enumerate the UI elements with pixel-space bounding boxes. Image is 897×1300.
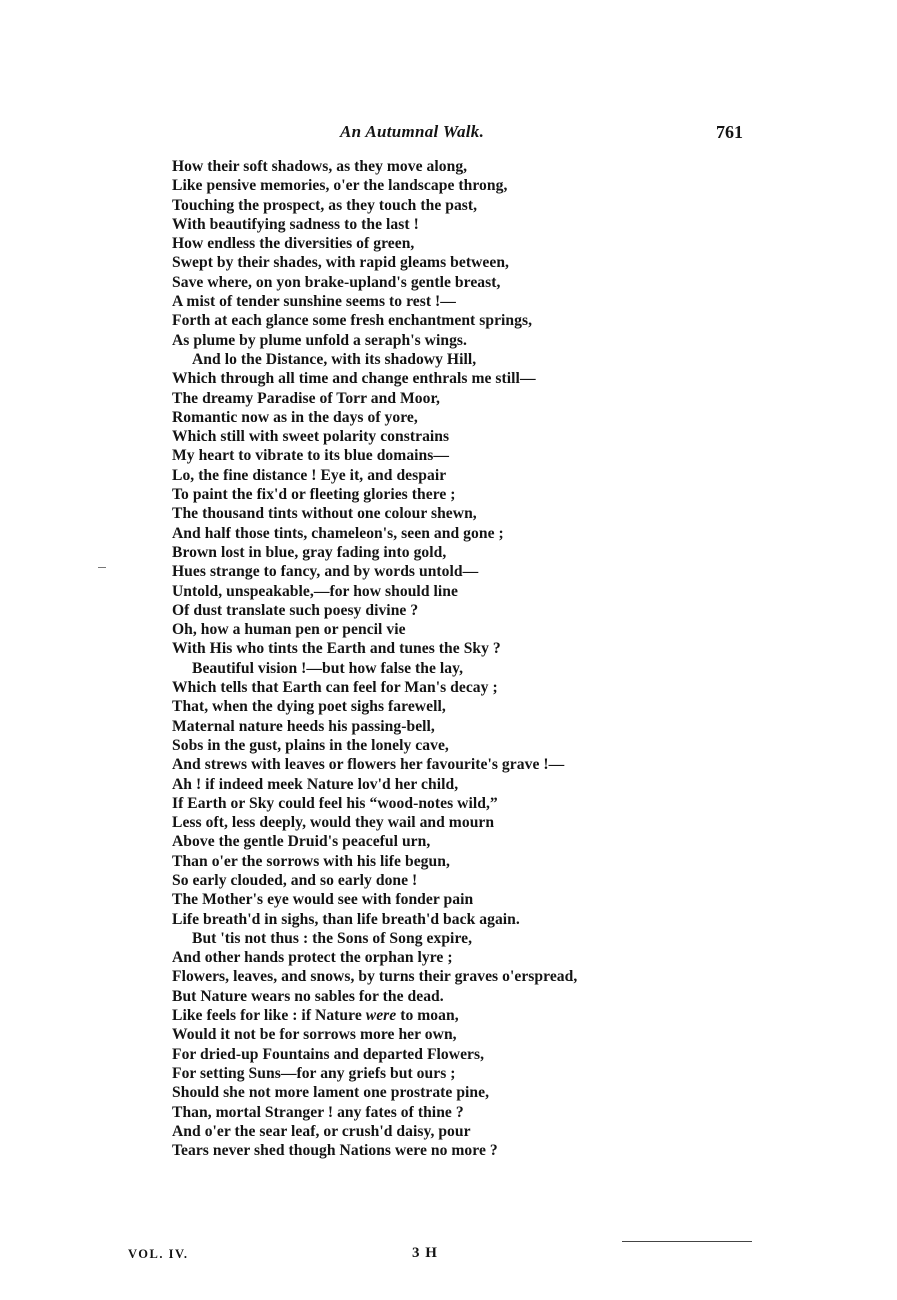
poem-line: [172, 1006, 732, 1025]
poem-line: Romantic now as in the days of yore,: [172, 408, 418, 426]
poem-line: But Nature wears no sables for the dead.: [172, 987, 444, 1005]
poem-line: Like pensive memories, o'er the landscape throng,: [172, 177, 508, 195]
poem-line: And half those tints, chameleon's, seen and gone ;: [172, 524, 504, 542]
poem-line: Brown lost in blue, gray fading into gold,: [172, 543, 447, 561]
poem-line: How endless the diversities of green,: [172, 235, 415, 253]
poem-line: Beautiful vision !—but how false the lay,: [192, 659, 464, 677]
signature-mark: 3 H: [412, 1245, 438, 1261]
poem-line: To paint the fix'd or fleeting glories there ;: [172, 486, 456, 504]
poem-line: Above the gentle Druid's peaceful urn,: [172, 833, 431, 851]
poem-line: Flowers, leaves, and snows, by turns their graves o'erspread,: [172, 968, 578, 986]
poem-line: Swept by their shades, with rapid gleams between,: [172, 254, 510, 272]
poem-line: Oh, how a human pen or pencil vie: [172, 621, 406, 639]
poem-line: So early clouded, and so early done !: [172, 871, 418, 889]
poem-line: Lo, the fine distance ! Eye it, and despair: [172, 466, 447, 484]
poem-line: Tears never shed though Nations were no more ?: [172, 1142, 498, 1160]
poem-line: The Mother's eye would see with fonder pain: [172, 891, 474, 909]
poem-line: Which through all time and change enthrals me still—: [172, 370, 536, 388]
page-footer: [0, 1247, 897, 1269]
poem-body: [172, 157, 732, 1160]
poem-line: Than o'er the sorrows with his life begun,: [172, 852, 450, 870]
running-head: [0, 122, 897, 146]
poem-line: If Earth or Sky could feel his “wood-notes wild,”: [172, 794, 498, 812]
page-number: 761: [716, 122, 743, 142]
poem-line: Life breath'd in sighs, than life breath'd back again.: [172, 910, 520, 928]
poem-line: The thousand tints without one colour shewn,: [172, 505, 477, 523]
poem-line: For setting Suns—for any griefs but ours ;: [172, 1064, 456, 1082]
poem-line: That, when the dying poet sighs farewell,: [172, 698, 446, 716]
poem-line: Ah ! if indeed meek Nature lov'd her child,: [172, 775, 459, 793]
poem-line: How their soft shadows, as they move along,: [172, 158, 468, 175]
poem-line: As plume by plume unfold a seraph's wings.: [172, 331, 467, 349]
poem-line: Less oft, less deeply, would they wail and mourn: [172, 814, 495, 832]
poem-line: Save where, on yon brake-upland's gentle breast,: [172, 273, 501, 291]
margin-mark: [98, 567, 106, 568]
poem-line: For dried-up Fountains and departed Flowers,: [172, 1045, 485, 1063]
poem-line: Which still with sweet polarity constrains: [172, 428, 450, 446]
poem-line: Maternal nature heeds his passing-bell,: [172, 717, 435, 735]
poem-line: Hues strange to fancy, and by words untold—: [172, 563, 479, 581]
poem-line: With beautifying sadness to the last !: [172, 215, 419, 233]
poem-line: And o'er the sear leaf, or crush'd daisy, pour: [172, 1122, 471, 1140]
running-title: An Autumnal Walk.: [340, 122, 485, 141]
poem-line: But 'tis not thus : the Sons of Song expire,: [192, 929, 473, 947]
poem-line: The dreamy Paradise of Torr and Moor,: [172, 389, 440, 407]
poem-line-text: Like feels for like : if Nature: [172, 1007, 366, 1025]
poem-line: With His who tints the Earth and tunes the Sky ?: [172, 640, 501, 658]
poem-line: Should she not more lament one prostrate pine,: [172, 1084, 490, 1102]
poem-line: Would it not be for sorrows more her own,: [172, 1026, 457, 1044]
poem-line: And strews with leaves or flowers her favourite's grave !—: [172, 756, 565, 774]
closing-rule: [622, 1241, 752, 1242]
poem-line: A mist of tender sunshine seems to rest !—: [172, 293, 456, 311]
poem-line: Forth at each glance some fresh enchantment springs,: [172, 312, 533, 330]
poem-line: Touching the prospect, as they touch the past,: [172, 196, 478, 214]
poem-line-emphasis: were: [365, 1007, 397, 1025]
poem-line: My heart to vibrate to its blue domains—: [172, 447, 450, 465]
poem-line: Than, mortal Stranger ! any fates of thine ?: [172, 1103, 464, 1121]
poem-line: Untold, unspeakable,—for how should line: [172, 582, 458, 600]
poem-line-text: to moan,: [396, 1007, 459, 1025]
poem-line: Which tells that Earth can feel for Man's decay ;: [172, 679, 498, 697]
volume-mark: VOL. IV.: [128, 1247, 189, 1261]
poem-line: And other hands protect the orphan lyre ;: [172, 949, 453, 967]
poem-line: Of dust translate such poesy divine ?: [172, 601, 419, 619]
poem-line: And lo the Distance, with its shadowy Hill,: [192, 350, 477, 368]
poem-line: Sobs in the gust, plains in the lonely cave,: [172, 736, 449, 754]
